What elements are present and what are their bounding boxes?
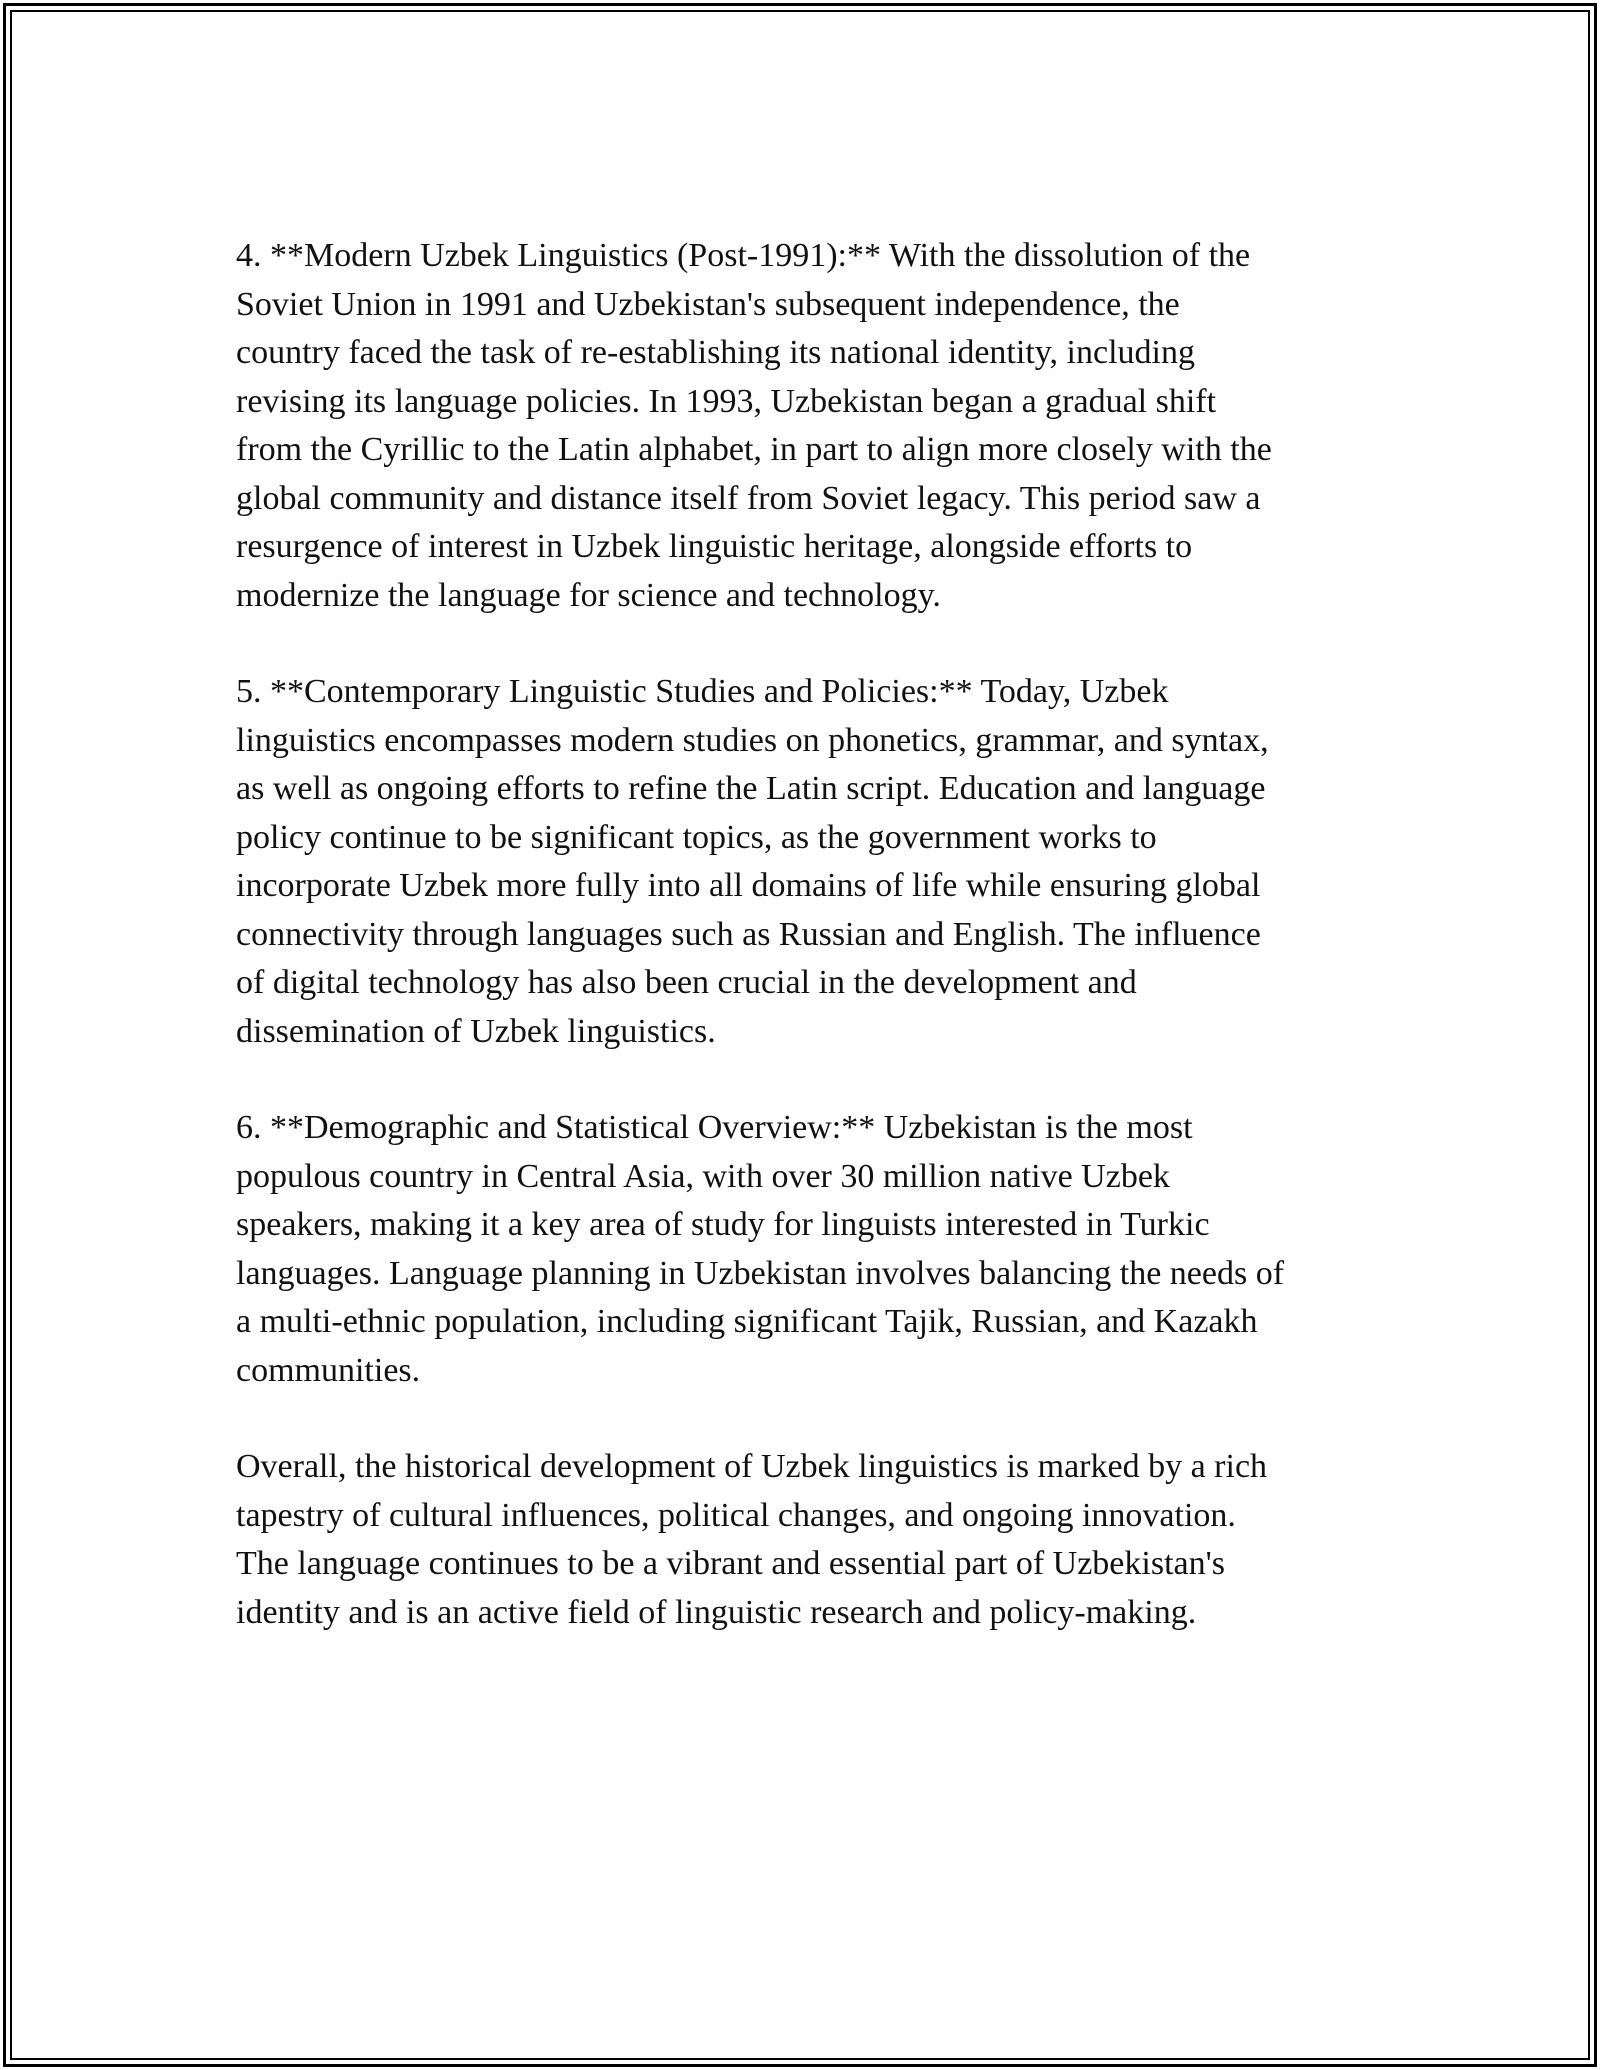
paragraph-demographic-overview: 6. **Demographic and Statistical Overview:** Uzbekistan is the most populous country in Central Asia, with over 30 million native Uzbek speakers, making it a key area of study for linguists interested in Turkic languages. Language planning in Uzbekistan involves balancing the needs of a multi-ethnic population, including significant Tajik, Russian, and Kazakh communities.	[236, 1109, 1285, 1389]
paragraph-overall-conclusion: Overall, the historical development of Uzbek linguistics is marked by a rich tapestry of cultural influences, political changes, and ongoing innovation. The language continues to be a vibrant and essential part of Uzbekistan's identity and is an active field of linguistic research and policy-making.	[236, 1448, 1268, 1631]
document-body	[236, 232, 1376, 1685]
paragraph-modern-uzbek-linguistics: 4. **Modern Uzbek Linguistics (Post-1991):** With the dissolution of the Soviet Union in 1991 and Uzbekistan's subsequent independence, the country faced the task of re-establishing its national identity, including revising its language policies. In 1993, Uzbekistan began a gradual shift from the Cyrillic to the Latin alphabet, in part to align more closely with the global community and distance itself from Soviet legacy. This period saw a resurgence of interest in Uzbek linguistic heritage, alongside efforts to modernize the language for science and technology.	[236, 237, 1272, 614]
paragraph-contemporary-linguistic-studies: 5. **Contemporary Linguistic Studies and Policies:** Today, Uzbek linguistics encompasses modern studies on phonetics, grammar, and syntax, as well as ongoing efforts to refine the Latin script. Education and language policy continue to be significant topics, as the government works to incorporate Uzbek more fully into all domains of life while ensuring global connectivity through languages such as Russian and English. The influence of digital technology has also been crucial in the development and dissemination of Uzbek linguistics.	[236, 673, 1269, 1050]
